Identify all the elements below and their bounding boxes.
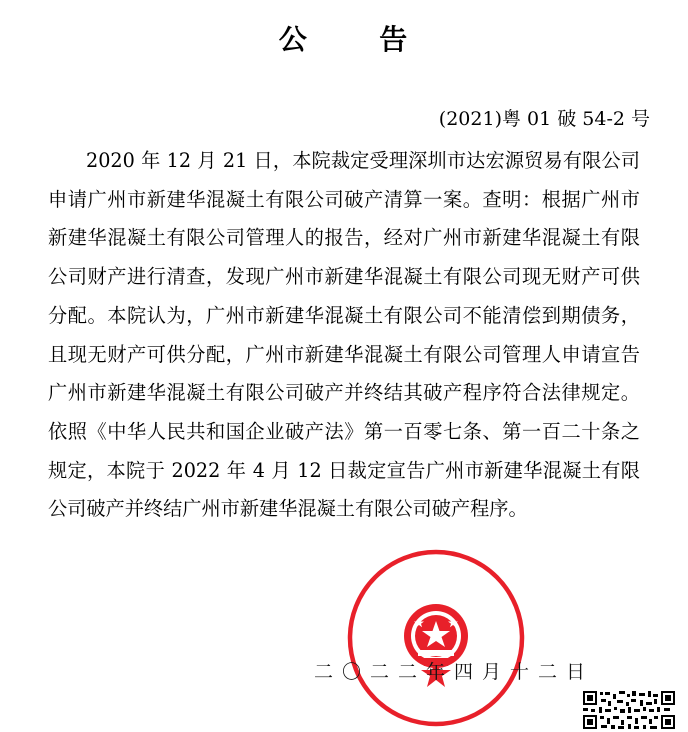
qr-code-icon	[582, 690, 676, 730]
announcement-title: 公 告	[278, 23, 410, 56]
announcement-date: 二〇二二年四月十二日	[314, 661, 595, 683]
court-seal	[346, 548, 526, 728]
case-number: (2021)粤 01 破 54-2 号	[438, 108, 650, 130]
announcement-body: 2020 年 12 月 21 日，本院裁定受理深圳市达宏源贸易有限公司申请广州市新建华混凝土有限公司破产清算一案。查明：根据广州市新建华混凝土有限公司管理人的报告，经对广州市新建华混凝土有限公司财产进行清查，发现广州市新建华混凝土有限公司现无财产可供分配。本院认为，广州市新建华混凝土有限公司不能清偿到期债务，且现无财产可供分配，广州市新建华混凝土有限公司管理人申请宣告广州市新建华混凝土有限公司破产并终结其破产程序符合法律规定。依照《中华人民共和国企业破产法》第一百零七条、第一百二十条之规定，本院于 2022 年 4 月 12 日裁定宣告广州市新建华混凝土有限公司破产并终结广州市新建华混凝土有限公司破产程序。	[48, 149, 640, 521]
